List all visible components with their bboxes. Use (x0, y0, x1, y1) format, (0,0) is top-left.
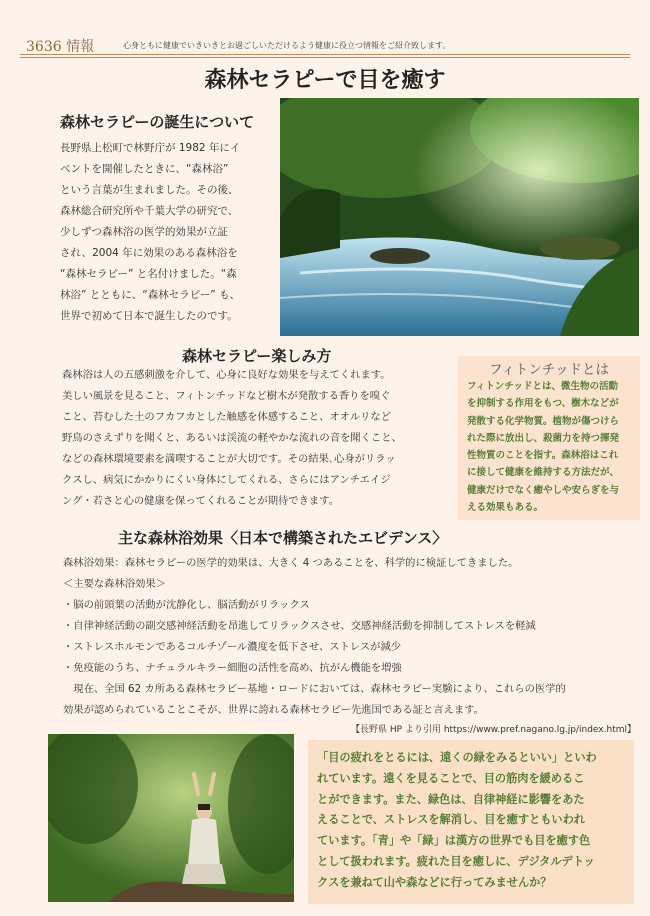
page-title: 森林セラピーで目を癒す (204, 68, 446, 93)
section3-heading: 主な森林浴効果〈日本で構築されたエビデンス〉 (118, 529, 448, 547)
section3-line: ・自律神経活動の副交感神経活動を昂進してリラックスさせ、交感神経活動を抑制してストレスを軽減 (63, 620, 536, 632)
header-subtitle: 心身ともに健康でいきいきとお過ごしいただけるよう健康に役立つ情報をご紹介致します。 (123, 41, 451, 50)
phytoncide-line: 発散する化学物質。植物が傷つけら (467, 415, 620, 427)
section2-line: 野鳥のさえずりを聞くと、あるいは渓流の軽やかな流れの音を聞くこと、 (62, 432, 402, 444)
section1-heading: 森林セラピーの誕生について (60, 113, 255, 131)
section1-line: ベントを開催したときに、“森林浴” (60, 163, 229, 175)
section3-line: 森林浴効果：森林セラピーの医学的効果は、大きく 4 つあることを、科学的に検証してきました。 (63, 557, 519, 569)
header (20, 36, 640, 56)
phytoncide-line: 健康だけでなく癒やしや安らぎを与 (467, 484, 620, 496)
section2-line: ング・若さと心の健康を保ってくれることが期待できます。 (62, 495, 339, 507)
section3-line: 効果が認められていることこそが、世界に誇れる森林セラピー先進国である証と言えます。 (63, 704, 484, 716)
eye-message-line: れています。遠くを見ることで、目の筋肉を緩めるこ (317, 771, 585, 785)
header-rule (20, 54, 630, 55)
eye-message-line: ています。「青」や「緑」は漢方の世界でも目を癒す色 (317, 834, 591, 848)
woman-stretching-illustration (48, 734, 294, 902)
section1-line: 森林総合研究所や千葉大学の研究で、 (60, 205, 239, 217)
phytoncide-heading: フィトンチッドとは (488, 362, 609, 378)
phytoncide-line: フィトンチッドとは、微生物の活動 (467, 381, 618, 392)
section2-line: などの森林環境要素を満喫することが大切です。その結果､心身がリラッ (62, 453, 396, 465)
forest-stream-photo (280, 98, 639, 336)
header-rule-second (20, 57, 630, 58)
phytoncide-line: れた際に放出し、殺菌力を持つ揮発 (467, 432, 620, 444)
phytoncide-box (458, 356, 640, 520)
section2-line: クスし、病気にかかりにくい身体にしてくれる、さらにはアンチエイジ (62, 474, 391, 486)
section2-line: こと、苔むした土のフカフカとした触感を体感すること、オオルリなど (62, 411, 391, 423)
section2-heading: 森林セラピー楽しみ方 (182, 347, 332, 365)
section3-line: 現在、全国 62 カ所ある森林セラピー基地・ロードにおいては、森林セラピー実験により、これらの医学的 (63, 683, 566, 695)
section1-line: 世界で初めて日本で誕生したのです。 (60, 310, 238, 322)
section3-line: ・ストレスホルモンであるコルチゾール濃度を低下させ、ストレスが減少 (63, 641, 402, 653)
section1-line: 林浴” とともに、“森林セラピー” も、 (60, 289, 241, 301)
woman-stretching-photo (48, 734, 294, 902)
forest-stream-illustration (280, 98, 639, 336)
eye-message-line: として扱われます。疲れた目を癒しに、デジタルデトッ (317, 854, 595, 868)
eye-message-line: 「目の疲れをとるには、遠くの緑をみるといい」といわ (317, 751, 597, 764)
phytoncide-body (467, 378, 635, 516)
section1-line: 少しずつ森林浴の医学的効果が立証 (60, 226, 228, 238)
section3-line: ＜主要な森林浴効果＞ (63, 578, 166, 590)
eye-message-body (317, 748, 629, 894)
section1-line: され、2004 年に効果のある森林浴を (60, 247, 238, 259)
section2-line: 森林浴は人の五感刺激を介して、心身に良好な効果を与えてくれます。 (62, 369, 391, 381)
section1-body (60, 138, 282, 327)
section3-line: ・脳の前頭葉の活動が沈静化し、脳活動がリラックス (63, 599, 310, 611)
section1-line: という言葉が生まれました。その後、 (60, 184, 239, 196)
phytoncide-line: 性物質のことを指す。森林浴はこれ (467, 450, 619, 462)
section3-body (63, 553, 643, 721)
phytoncide-line: を抑制する作用をもつ、樹木などが (467, 398, 619, 410)
phytoncide-line: える効果もある。 (467, 502, 544, 514)
eye-message-line: とができます。また、緑色は、自律神経に影響をあた (317, 792, 585, 806)
eye-message-line: えることで、ストレスを解消し、目を癒すともいわれ (317, 813, 585, 827)
section2-body (62, 365, 452, 512)
section1-line: 長野県上松町で林野庁が 1982 年にイ (60, 142, 241, 154)
section1-line: “森林セラピー” と名付けました。“森 (60, 268, 237, 280)
header-number: 3636 情報 (26, 39, 95, 55)
section3-line: ・免疫能のうち、ナチュラルキラー細胞の活性を高め、抗がん機能を増強 (63, 662, 402, 674)
phytoncide-line: に接して健康を維持する方法だが、 (467, 467, 620, 479)
section2-line: 美しい風景を見ること、フィトンチッドなど樹木が発散する香りを嗅ぐ (62, 390, 391, 402)
eye-message-line: クスを兼ねて山や森などに行ってみませんか？ (317, 875, 552, 889)
source-citation: 【長野県 HP より引用 https://www.pref.nagano.lg.jp/index.html】 (351, 725, 636, 735)
eye-message-box (308, 740, 634, 904)
